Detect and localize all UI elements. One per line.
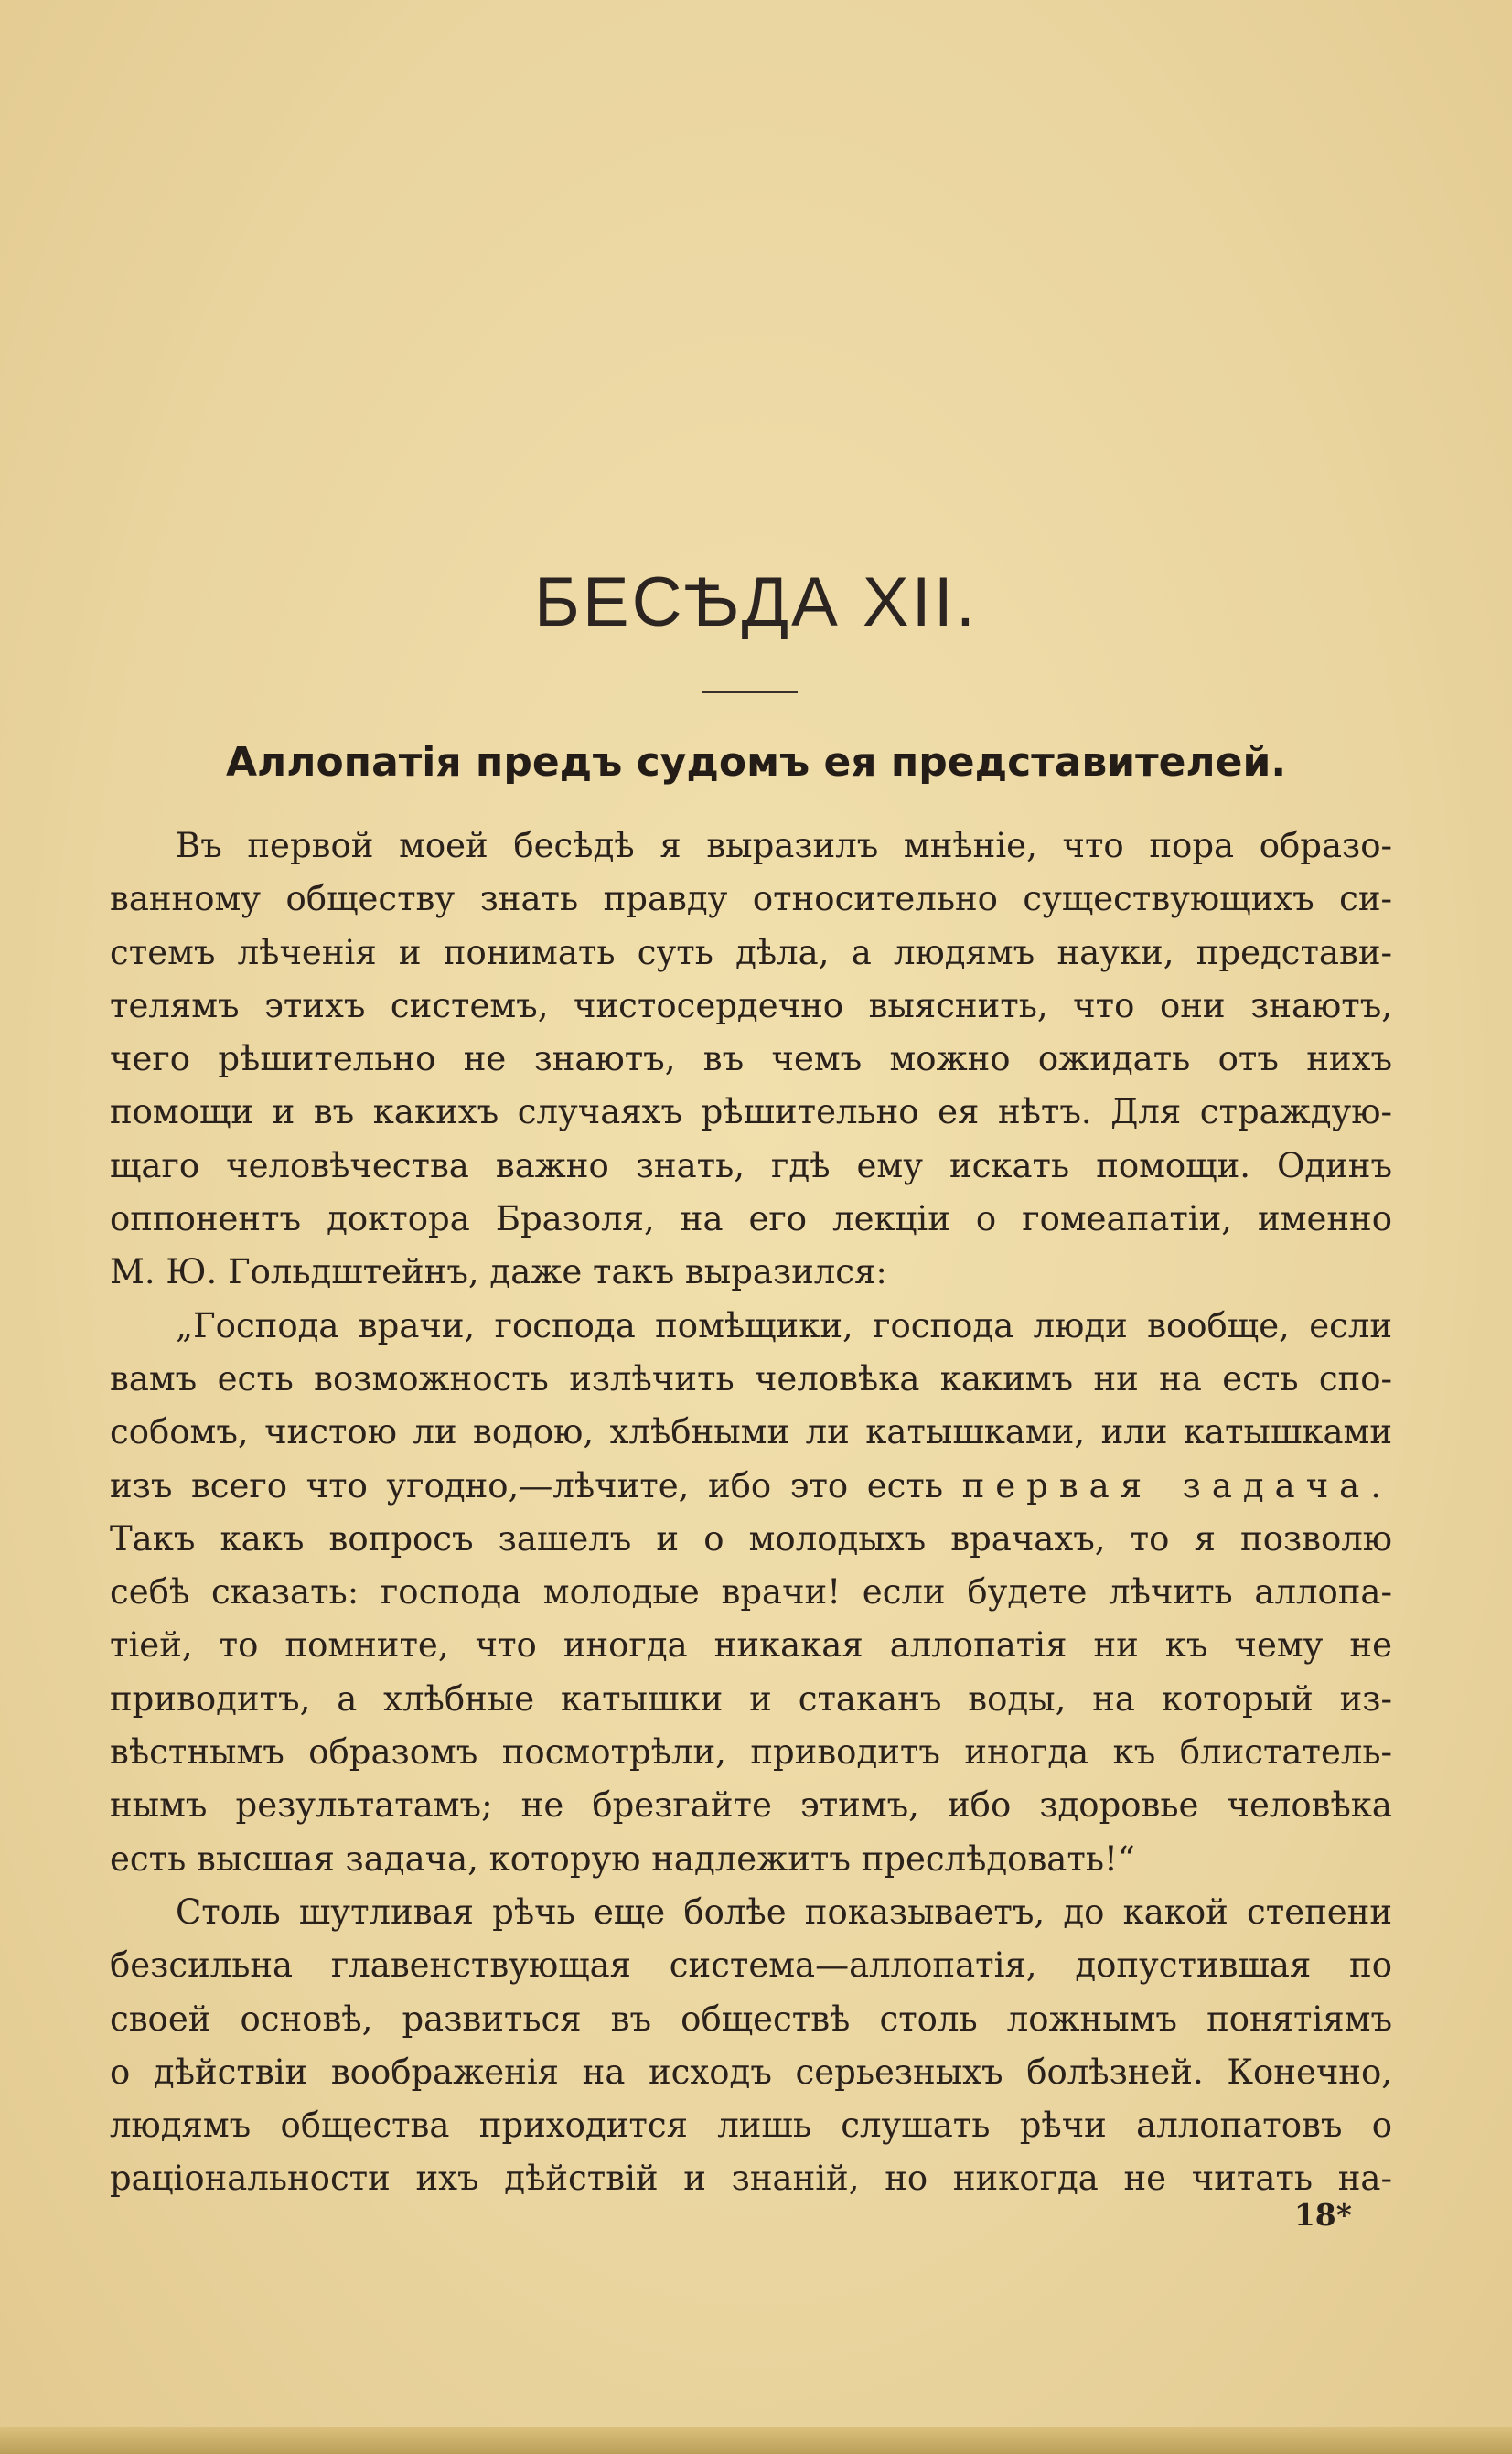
title-divider	[702, 691, 798, 693]
quote-line: вѣстнымъ образомъ посмотрѣли, приводитъ иногда къ блистатель-	[110, 1732, 1392, 1773]
text-line: людямъ общества приходится лишь слушать рѣчи аллопатовъ о	[110, 2106, 1392, 2146]
text-line: о дѣйствіи воображенія на исходъ серьезныхъ болѣзней. Конечно,	[110, 2052, 1392, 2092]
quote-line: нымъ результатамъ; не брезгайте этимъ, ибо здоровье человѣка	[110, 1785, 1392, 1826]
page-edge	[0, 2427, 1512, 2454]
text-line: Въ первой моей бесѣдѣ я выразилъ мнѣніе, что пора образо-	[176, 826, 1392, 865]
text-line: помощи и въ какихъ случаяхъ рѣшительно ея нѣтъ. Для страждую-	[110, 1092, 1392, 1132]
text-line: чего рѣшительно не знаютъ, въ чемъ можно ожидать отъ нихъ	[110, 1039, 1392, 1079]
quote-line: себѣ сказать: господа молодые врачи! если будете лѣчить аллопа-	[110, 1572, 1392, 1613]
quote-line: „Господа врачи, господа помѣщики, господа люди вообще, если	[176, 1305, 1392, 1345]
text-line: ванному обществу знать правду относительно существующихъ си-	[110, 879, 1392, 919]
text-line: безсильна главенствующая система—аллопатія, допустившая по	[110, 1945, 1392, 1986]
quote-line: вамъ есть возможность излѣчить человѣка какимъ ни на есть спо-	[110, 1358, 1392, 1398]
quote-line	[110, 1460, 1392, 1513]
text-line: оппонентъ доктора Бразоля, на его лекціи о гомеапатіи, именно	[110, 1199, 1392, 1239]
quote-line: тіей, то помните, что иногда никакая аллопатія ни къ чему не	[110, 1625, 1392, 1666]
quote-line: есть высшая задача, которую надлежитъ преслѣдовать!“	[110, 1838, 1135, 1879]
text-line: щаго человѣчества важно знать, гдѣ ему искать помощи. Одинъ	[110, 1145, 1392, 1185]
text-line: стемъ лѣченія и понимать суть дѣла, а людямъ науки, представи-	[110, 932, 1392, 972]
quote-line: собомъ, чистою ли водою, хлѣбными ли катышками, или катышками	[110, 1412, 1392, 1452]
chapter-title: БЕСѢДА XII.	[534, 563, 978, 641]
text-line: раціональности ихъ дѣйствій и знаній, но никогда не читать на-	[110, 2159, 1392, 2199]
chapter-subtitle: Аллопатія предъ судомъ ея представителей.	[225, 739, 1287, 786]
text-line: М. Ю. Гольдштейнъ, даже такъ выразился:	[110, 1252, 887, 1292]
quote-line: Такъ какъ вопросъ зашелъ и о молодыхъ врачахъ, то я позволю	[110, 1518, 1392, 1559]
printer-signature: 18*	[1293, 2197, 1352, 2233]
text-line: телямъ этихъ системъ, чистосердечно выяснить, что они знаютъ,	[110, 985, 1392, 1025]
text-line: Столь шутливая рѣчь еще болѣе показываетъ, до какой степени	[176, 1891, 1392, 1932]
body-text	[110, 820, 1392, 2206]
emphasized-phrase: первая задача.	[961, 1465, 1392, 1506]
quote-line: приводитъ, а хлѣбные катышки и стаканъ воды, на который из-	[110, 1678, 1392, 1719]
quote-line-start: изъ всего что угодно,—лѣчите, ибо это есть	[110, 1465, 944, 1506]
text-line: своей основѣ, развиться въ обществѣ столь ложнымъ понятіямъ	[110, 1999, 1392, 2039]
